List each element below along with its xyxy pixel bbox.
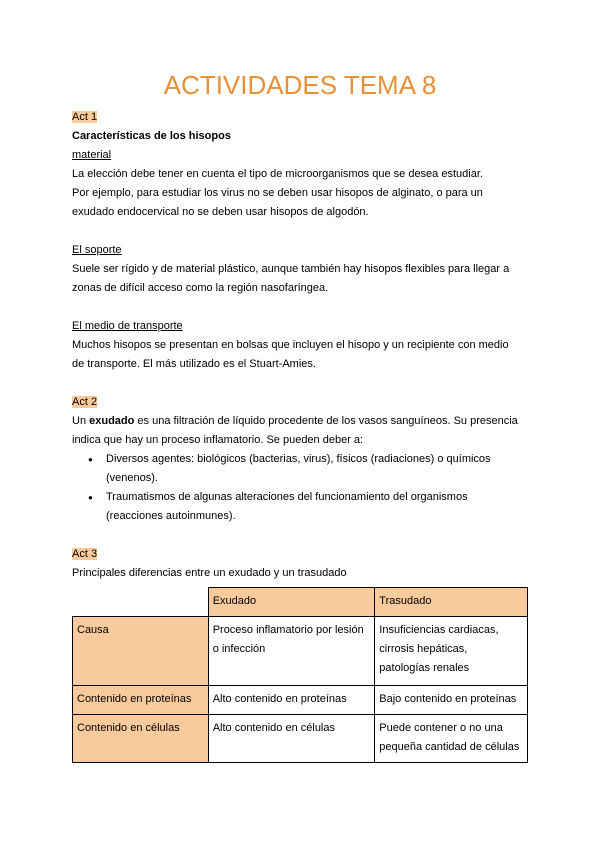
table-cell xyxy=(208,617,375,686)
act1-heading: Características de los hisopos xyxy=(72,130,231,142)
row-label: Causa xyxy=(73,617,209,686)
text: Un xyxy=(72,415,90,427)
table-cell: Alto contenido en células xyxy=(208,715,375,763)
table-cell xyxy=(375,617,528,686)
text: Insuficiencias cardiacas, xyxy=(379,624,499,636)
paragraph-line: Por ejemplo, para estudiar los virus no se deben usar hisopos de alginato, o para un xyxy=(72,187,483,199)
text: o infección xyxy=(212,643,266,655)
table-row xyxy=(73,686,528,715)
soporte-subtitle: El soporte xyxy=(72,244,122,256)
document-title: ACTIVIDADES TEMA 8 xyxy=(163,70,437,100)
table-intro: Principales diferencias entre un exudado y un trasudado xyxy=(72,567,347,579)
text: (reacciones autoinmunes). xyxy=(106,510,236,522)
paragraph-line: zonas de difícil acceso como la región nasofaríngea. xyxy=(72,282,329,294)
paragraph-line: Muchos hisopos se presentan en bolsas que incluyen el hisopo y un recipiente con medio xyxy=(72,339,509,351)
table-row xyxy=(73,617,528,686)
text: ● Diversos agentes: biológicos (bacterias, virus), físicos (radiaciones) o químicos xyxy=(106,453,491,465)
text: pequeña cantidad de células xyxy=(379,741,520,753)
list-item xyxy=(106,488,532,526)
table-cell: Alto contenido en proteínas xyxy=(208,686,375,715)
material-subtitle: material xyxy=(72,149,112,161)
paragraph-line: La elección debe tener en cuenta el tipo de microorganismos que se desea estudiar. xyxy=(72,168,483,180)
bullet-list xyxy=(72,450,532,526)
act1-tag: Act 1 xyxy=(72,111,98,123)
text: cirrosis hepáticas, xyxy=(379,643,468,655)
paragraph-line: exudado endocervical no se deben usar hisopos de algodón. xyxy=(72,206,369,218)
list-item xyxy=(106,450,532,488)
paragraph-line: de transporte. El más utilizado es el Stuart-Amies. xyxy=(72,358,316,370)
act3-tag: Act 3 xyxy=(72,548,98,560)
document-body xyxy=(72,108,532,763)
table-header-row xyxy=(73,588,528,617)
act2-tag: Act 2 xyxy=(72,396,98,408)
empty-cell xyxy=(73,588,209,617)
paragraph-line xyxy=(72,412,532,431)
text: ● Traumatismos de algunas alteraciones del funcionamiento del organismos xyxy=(106,491,468,503)
paragraph-line: indica que hay un proceso inflamatorio. Se pueden deber a: xyxy=(72,434,364,446)
comparison-table xyxy=(72,587,528,763)
text: Puede contener o no una xyxy=(379,722,503,734)
row-label: Contenido en células xyxy=(73,715,209,763)
table-cell xyxy=(375,715,528,763)
paragraph-line: Suele ser rígido y de material plástico, aunque también hay hisopos flexibles para llegar a xyxy=(72,263,510,275)
exudado-bold: exudado xyxy=(89,415,135,427)
table-row xyxy=(73,715,528,763)
text: es una filtración de líquido procedente de los vasos sanguíneos. Su presencia xyxy=(134,415,518,427)
transporte-subtitle: El medio de transporte xyxy=(72,320,183,332)
text: patologías renales xyxy=(379,662,470,674)
text: Proceso inflamatorio por lesión xyxy=(212,624,364,636)
header-cell: Exudado xyxy=(208,588,375,617)
row-label: Contenido en proteínas xyxy=(73,686,209,715)
table-cell: Bajo contenido en proteínas xyxy=(375,686,528,715)
header-cell: Trasudado xyxy=(375,588,528,617)
text: (venenos). xyxy=(106,472,158,484)
